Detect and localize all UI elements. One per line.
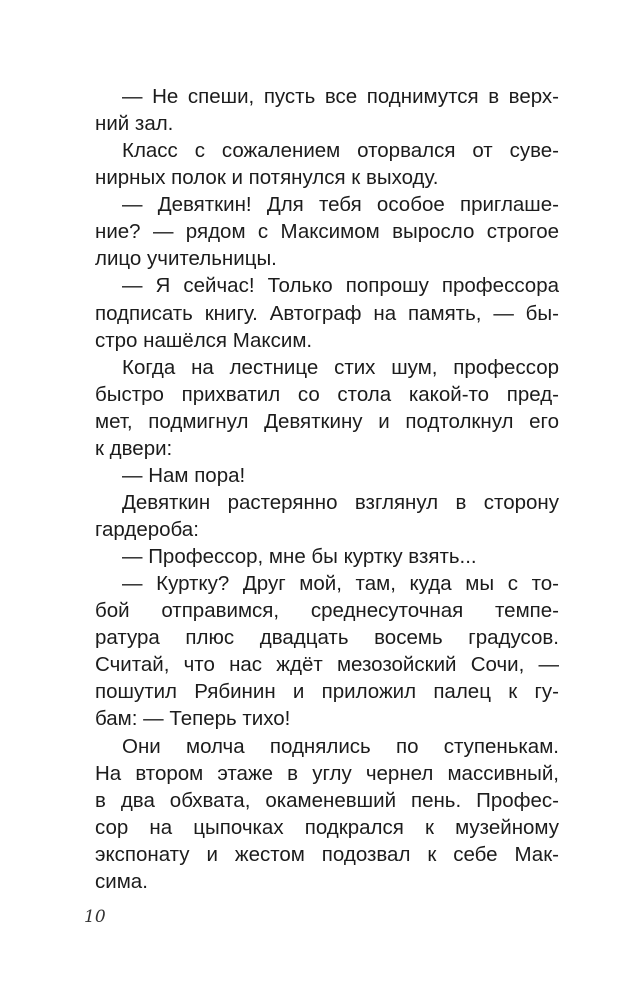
text-line: бой отправимся, среднесуточная темпе-	[95, 599, 559, 623]
text-line: пошутил Рябинин и приложил палец к гу-	[95, 680, 559, 704]
text-line: ратура плюс двадцать восемь градусов.	[95, 626, 559, 650]
book-text	[95, 83, 559, 895]
text-line: — Девяткин! Для тебя особое приглаше-	[122, 193, 559, 217]
text-line: сима.	[95, 869, 148, 893]
paragraph	[95, 354, 559, 462]
paragraph	[95, 570, 559, 732]
text-line: Считай, что нас ждёт мезозойский Сочи, —	[95, 653, 559, 677]
text-line: быстро прихватил со стола какой-то пред-	[95, 382, 559, 406]
text-line: — Не спеши, пусть все поднимутся в верх-	[122, 85, 559, 108]
text-line: — Куртку? Друг мой, там, куда мы с то-	[122, 572, 559, 596]
text-line: ний зал.	[95, 112, 174, 136]
page-number: 10	[84, 907, 106, 927]
text-line: стро нашёлся Максим.	[95, 328, 313, 352]
text-line: бам: — Теперь тихо!	[95, 707, 291, 731]
text-line: в два обхвата, окаменевший пень. Профес-	[95, 788, 559, 812]
paragraph	[95, 543, 559, 570]
paragraph	[95, 83, 559, 137]
text-line: Они молча поднялись по ступенькам.	[122, 734, 559, 758]
text-line: — Нам пора!	[122, 463, 246, 487]
paragraph	[95, 462, 559, 489]
text-line: сор на цыпочках подкрался к музейному	[95, 815, 559, 839]
paragraph	[95, 272, 559, 353]
text-line: мет, подмигнул Девяткину и подтолкнул его	[95, 409, 559, 433]
paragraph	[95, 137, 559, 191]
text-line: На втором этаже в углу чернел массивный,	[95, 761, 559, 785]
text-line: экспонату и жестом подозвал к себе Мак-	[95, 842, 559, 866]
text-line: к двери:	[95, 436, 173, 460]
paragraph	[95, 733, 559, 895]
text-line: нирных полок и потянулся к выходу.	[95, 166, 439, 190]
text-line: ние? — рядом с Максимом выросло строгое	[95, 220, 559, 244]
text-line: гардероба:	[95, 518, 199, 541]
text-line: Девяткин растерянно взглянул в сторону	[122, 490, 559, 514]
paragraph	[95, 191, 559, 272]
text-line: Когда на лестнице стих шум, профессор	[122, 355, 559, 379]
text-line: — Профессор, мне бы куртку взять...	[122, 545, 477, 569]
text-line: — Я сейчас! Только попрошу профессора	[122, 274, 559, 298]
text-line: подписать книгу. Автограф на память, — бы-	[95, 301, 559, 325]
text-line: лицо учительницы.	[95, 247, 277, 271]
paragraph	[95, 489, 559, 543]
text-line: Класс с сожалением оторвался от суве-	[122, 139, 559, 163]
